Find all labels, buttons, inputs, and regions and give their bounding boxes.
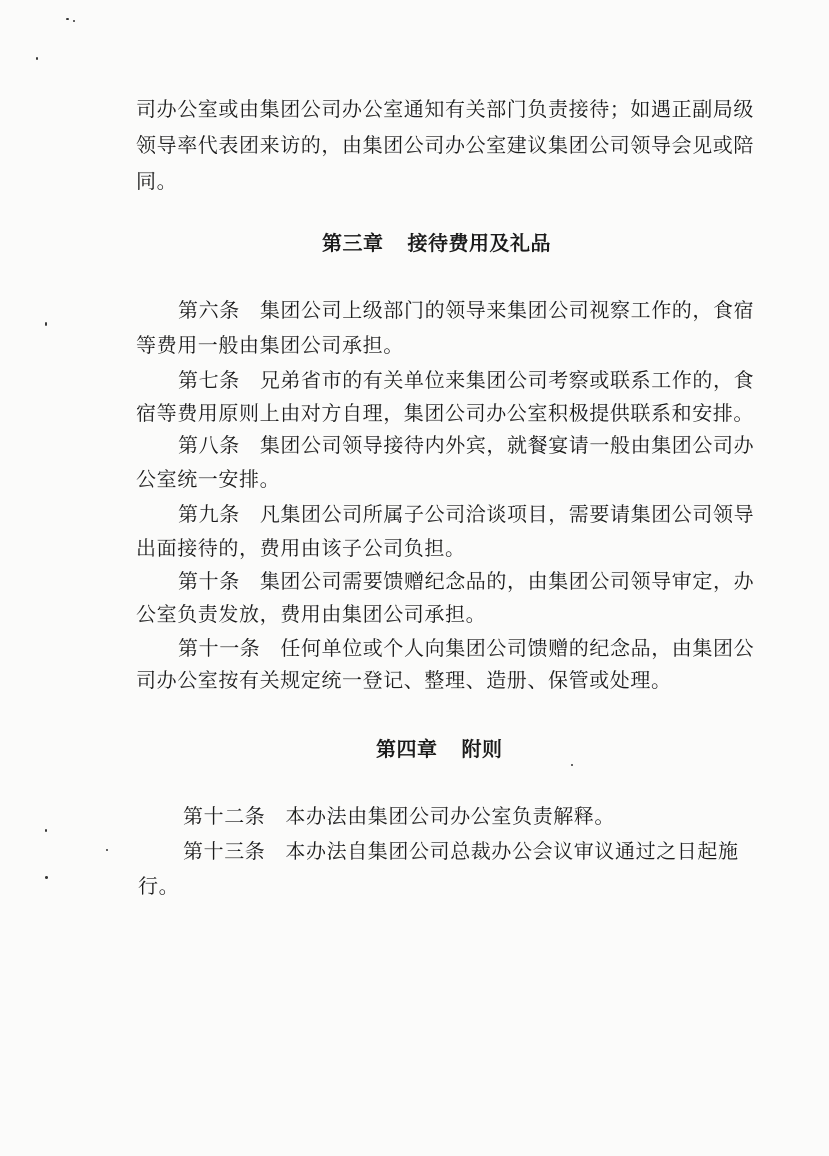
chapter-heading — [376, 735, 503, 763]
article-line — [178, 366, 754, 394]
article-line — [183, 837, 739, 865]
article-number: 第七条 — [178, 368, 240, 392]
article-text: 集团公司领导接待内外宾，就餐宴请一般由集团公司办 — [259, 433, 755, 457]
chapter-title: 附则 — [461, 737, 503, 761]
article-number: 第六条 — [178, 298, 240, 322]
article-number: 第十条 — [178, 569, 240, 593]
article-text: 集团公司需要馈赠纪念品的，由集团公司领导审定，办 — [259, 569, 755, 593]
article-line: 行。 — [138, 874, 180, 898]
article-number: 第九条 — [178, 502, 240, 526]
article-text: 凡集团公司所属子公司洽谈项目，需要请集团公司领导 — [259, 502, 755, 526]
paragraph-line: 同。 — [136, 169, 178, 193]
article-text: 本办法由集团公司办公室负责解释。 — [285, 804, 616, 828]
article-text: 任何单位或个人向集团公司馈赠的纪念品，由集团公 — [280, 636, 755, 660]
article-line — [183, 802, 615, 830]
article-line — [178, 634, 754, 662]
article-number: 第八条 — [178, 433, 240, 457]
scan-speck — [571, 764, 573, 766]
paragraph-line: 领导率代表团来访的，由集团公司办公室建议集团公司领导会见或陪 — [136, 133, 754, 157]
article-line — [178, 567, 754, 595]
article-number: 第十二条 — [183, 804, 266, 828]
article-text: 本办法自集团公司总裁办公会议审议通过之日起施 — [285, 839, 739, 863]
article-text: 集团公司上级部门的领导来集团公司视察工作的，食宿 — [259, 298, 755, 322]
chapter-title: 接待费用及礼品 — [407, 231, 551, 255]
article-number: 第十一条 — [178, 636, 261, 660]
article-text: 兄弟省市的有关单位来集团公司考察或联系工作的，食 — [259, 368, 755, 392]
article-line: 等费用一般由集团公司承担。 — [136, 333, 404, 357]
chapter-number: 第四章 — [376, 737, 438, 761]
scan-speck — [45, 322, 47, 326]
article-line: 公室统一安排。 — [136, 467, 281, 491]
scan-speck — [45, 829, 47, 832]
article-line: 宿等费用原则上由对方自理，集团公司办公室积极提供联系和安排。 — [136, 401, 754, 425]
scan-speck — [45, 876, 48, 879]
article-line — [178, 296, 754, 324]
article-line: 公室负责发放，费用由集团公司承担。 — [136, 602, 487, 626]
chapter-number: 第三章 — [322, 231, 384, 255]
article-number: 第十三条 — [183, 839, 266, 863]
scan-speck — [106, 849, 108, 851]
paragraph-line: 司办公室或由集团公司办公室通知有关部门负责接待；如遇正副局级 — [136, 97, 754, 121]
article-line — [178, 500, 754, 528]
scan-speck — [36, 57, 38, 60]
article-line: 出面接待的，费用由该子公司负担。 — [136, 536, 466, 560]
scan-speck — [73, 20, 75, 22]
article-line: 司办公室按有关规定统一登记、整理、造册、保管或处理。 — [136, 668, 672, 692]
chapter-heading — [322, 229, 551, 257]
article-line — [178, 431, 754, 459]
scan-speck — [66, 18, 69, 20]
